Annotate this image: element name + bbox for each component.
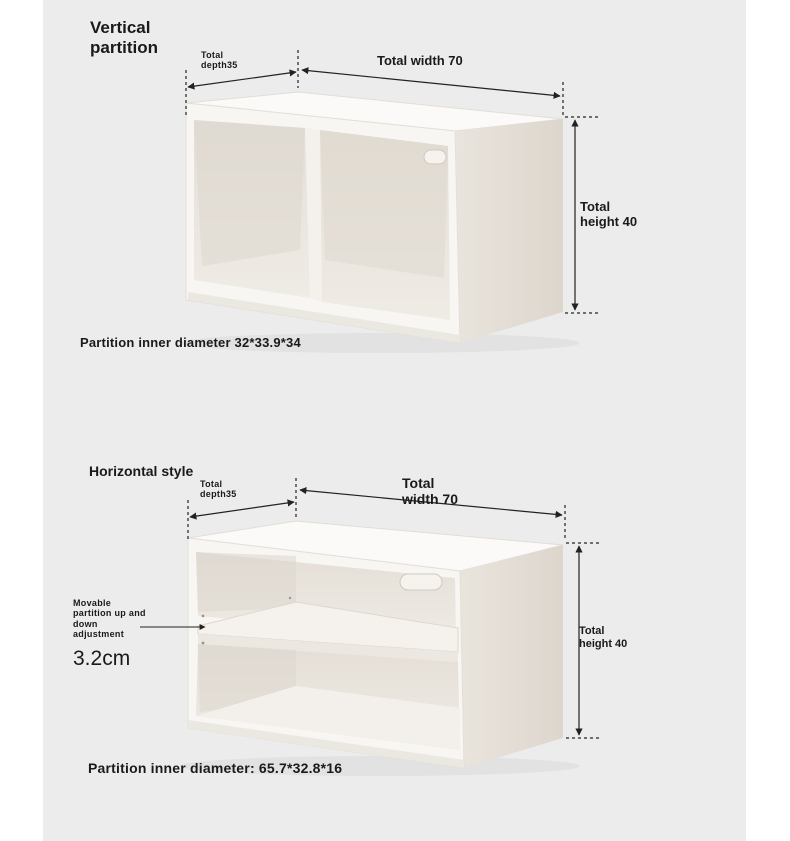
movable-line1: Movable (73, 598, 112, 608)
horizontal-depth-line1: Total (200, 479, 223, 489)
movable-partition-label (73, 598, 146, 639)
horizontal-height-line2: height 40 (579, 637, 628, 650)
horizontal-height-line1: Total (579, 625, 605, 637)
movable-line2: partition up and (73, 608, 146, 619)
vertical-depth-line1: Total (201, 50, 224, 60)
vertical-height-line1: Total (580, 199, 611, 214)
movable-line3: down (73, 618, 98, 629)
horizontal-title: Horizontal style (89, 463, 194, 479)
horizontal-caption: Partition inner diameter: 65.7*32.8*16 (88, 760, 343, 776)
vertical-width-label: Total width 70 (377, 53, 463, 68)
horizontal-depth-line2: depth35 (200, 489, 237, 500)
vertical-height-line2: height 40 (580, 213, 638, 229)
horizontal-height-label (579, 625, 627, 650)
vertical-depth-label (201, 50, 238, 71)
horizontal-cabinet (180, 521, 580, 776)
horizontal-width-line1: Total (402, 475, 435, 491)
vertical-height-label (580, 200, 637, 230)
horizontal-depth-label (200, 479, 237, 500)
vertical-title-line1: Vertical (90, 18, 151, 37)
horizontal-width-label (402, 475, 458, 507)
vertical-caption: Partition inner diameter 32*33.9*34 (80, 335, 301, 350)
vertical-depth-line2: depth35 (201, 60, 238, 71)
horizontal-width-line2: width 70 (402, 491, 459, 508)
movable-partition-value: 3.2cm (73, 647, 131, 670)
vertical-cabinet (180, 92, 580, 353)
movable-line4: adjustment (73, 629, 125, 640)
vertical-title (90, 18, 158, 57)
vertical-title-line2: partition (90, 37, 158, 57)
